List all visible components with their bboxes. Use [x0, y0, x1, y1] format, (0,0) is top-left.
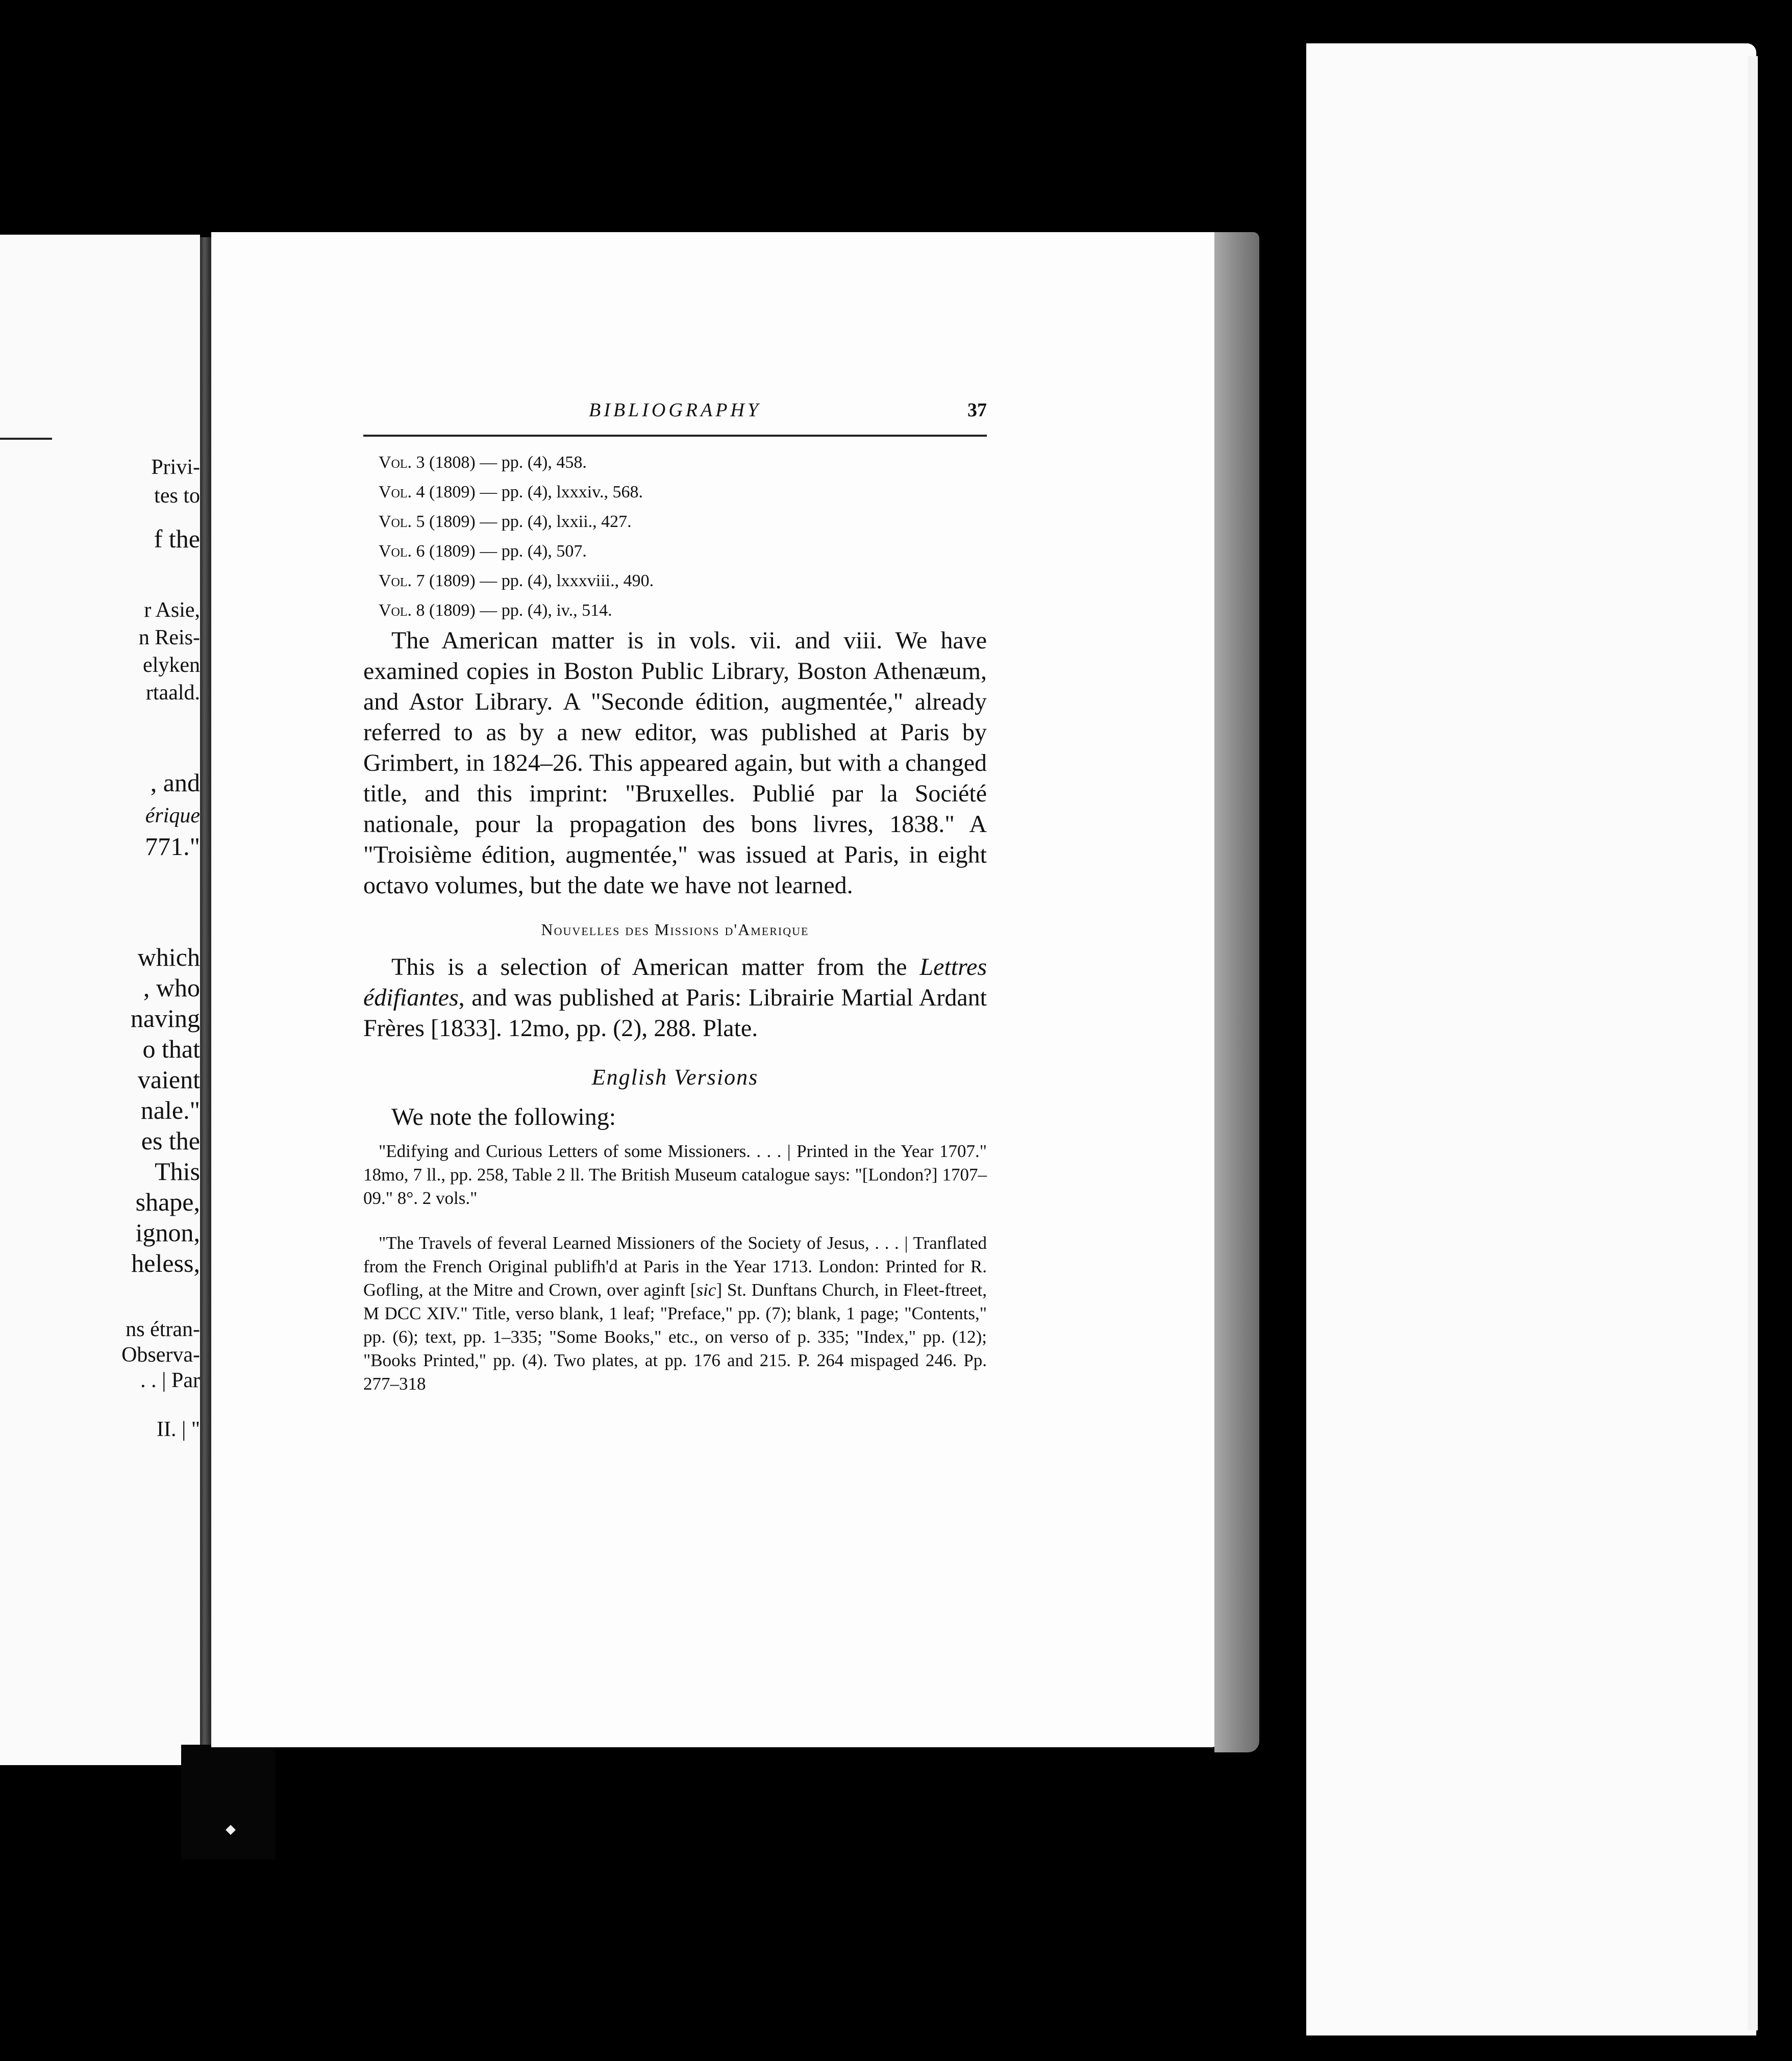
- volume-entry: [379, 448, 987, 477]
- paragraph-text: , and was published at Paris: Librairie Martial Ardant Frères [1833]. 12mo, pp. (2), 288. Plate.: [363, 984, 987, 1042]
- left-fragment-line: naving: [130, 1004, 200, 1033]
- volume-label: Vol.: [379, 571, 412, 590]
- body-paragraph: [363, 952, 987, 1044]
- page-content: [363, 397, 987, 1396]
- left-fragment-line: Observa-: [121, 1343, 200, 1367]
- volume-detail: 4 (1809) — pp. (4), lxxxiv., 568.: [412, 483, 643, 501]
- left-fragment-line: . . | Par: [140, 1369, 200, 1392]
- left-fragment-line: ns étran-: [126, 1318, 200, 1341]
- body-paragraph: The American matter is in vols. vii. and viii. We have examined copies in Boston Public Library, Boston Athenæum, and Astor Library. A "Seconde édition, augmentée," already referred to as by a new editor, was published at Paris by Grimbert, in 1824–26. This appeared again, but with a changed title, and this imprint: "Bruxelles. Publié par la Société nationale, pour la propagation des bons livres, 1838." A "Troisième édition, augmentée," was issued at Paris, in eight octavo volumes, but the date we have not learned.: [363, 627, 987, 899]
- page-edge: [1214, 232, 1259, 1752]
- left-fragment-line: r Asie,: [144, 598, 200, 622]
- volume-detail: 8 (1809) — pp. (4), iv., 514.: [412, 601, 612, 620]
- page-number: 37: [967, 399, 987, 421]
- volume-label: Vol.: [379, 542, 412, 561]
- left-fragment-line: , and: [150, 768, 200, 797]
- volume-label: Vol.: [379, 453, 412, 472]
- paragraph-text: This is a selection of American matter from the: [391, 953, 920, 981]
- volume-label: Vol.: [379, 601, 412, 620]
- volume-label: Vol.: [379, 483, 412, 501]
- volume-list: [363, 448, 987, 625]
- volume-entry: [379, 566, 987, 596]
- left-fragment-line: Privi-: [151, 456, 200, 479]
- italic-title: Lettres édifiantes: [363, 953, 987, 1011]
- bibliography-entry: [363, 1231, 987, 1396]
- left-fragment-line: which: [137, 943, 200, 971]
- section-heading: Nouvelles des Missions d'Amerique: [541, 920, 809, 939]
- volume-entry: [379, 507, 987, 537]
- section-heading: English Versions: [591, 1065, 759, 1090]
- left-page-fragment: [0, 235, 200, 1765]
- left-fragment-line: 771.": [145, 832, 200, 861]
- scanner-tab: [181, 1745, 276, 1859]
- left-fragment-line: vaient: [137, 1065, 200, 1094]
- volume-entry: [379, 477, 987, 507]
- left-fragment-line: o that: [142, 1035, 200, 1063]
- book-spine: [200, 237, 211, 1747]
- left-fragment-line: n Reis-: [138, 626, 200, 649]
- volume-detail: 3 (1808) — pp. (4), 458.: [412, 453, 587, 472]
- left-fragment-line: , who: [143, 973, 200, 1002]
- left-fragment-line: shape,: [135, 1188, 200, 1216]
- left-fragment-line: nale.": [140, 1096, 200, 1124]
- body-paragraph: We note the following:: [391, 1103, 616, 1130]
- left-fragment-line: rtaald.: [145, 681, 200, 705]
- left-page-rule: [0, 438, 52, 440]
- volume-entry: [379, 537, 987, 566]
- left-fragment-line: This: [155, 1157, 200, 1186]
- left-fragment-line: elyken: [143, 654, 200, 677]
- tab-mark: [226, 1825, 236, 1835]
- volume-entry: [379, 596, 987, 625]
- volume-label: Vol.: [379, 512, 412, 531]
- italic-sic: sic: [696, 1280, 716, 1300]
- background-sheet: [1306, 43, 1756, 2035]
- entry-text: "The Travels of feveral Learned Missioners of the Society of Jesus, . . . | Tranflated from the French Original publifh'd at Paris in the Year 1713. London: Printed for R. Gofling, at the Mitre and Crown, over aginft [: [363, 1233, 987, 1300]
- header-rule: [363, 435, 987, 437]
- entry-text: ] St. Dunftans Church, in Fleet-ftreet, M DCC XIV." Title, verso blank, 1 leaf; "Preface," pp. (7); blank, 1 page; "Contents," pp. (6); text, pp. 1–335; "Some Books," etc., on verso of p. 335; "Index," pp. (12); "Books Printed," pp. (4). Two plates, at pp. 176 and 215. P. 264 mispaged 246. Pp. 277–318: [363, 1280, 987, 1394]
- left-fragment-line: II. | ": [156, 1418, 200, 1441]
- running-title: BIBLIOGRAPHY: [589, 399, 761, 421]
- volume-detail: 5 (1809) — pp. (4), lxxii., 427.: [412, 512, 632, 531]
- left-fragment-line: es the: [141, 1126, 200, 1155]
- left-fragment-line: f the: [154, 524, 200, 553]
- left-fragment-line: tes to: [154, 484, 200, 508]
- left-fragment-line: ignon,: [135, 1218, 200, 1247]
- entry-spacer: [363, 1210, 987, 1224]
- volume-detail: 7 (1809) — pp. (4), lxxxviii., 490.: [412, 571, 654, 590]
- bibliography-entry: "Edifying and Curious Letters of some Missioners. . . . | Printed in the Year 1707." 18mo, 7 ll., pp. 258, Table 2 ll. The British Museum catalogue says: "[London?] 1707–09." 8°. 2 vols.": [363, 1141, 987, 1208]
- left-fragment-line: érique: [145, 804, 200, 827]
- running-header: [363, 397, 987, 431]
- background-sheet-edge: [1748, 56, 1758, 2030]
- left-fragment-line: heless,: [131, 1249, 200, 1277]
- volume-detail: 6 (1809) — pp. (4), 507.: [412, 542, 587, 561]
